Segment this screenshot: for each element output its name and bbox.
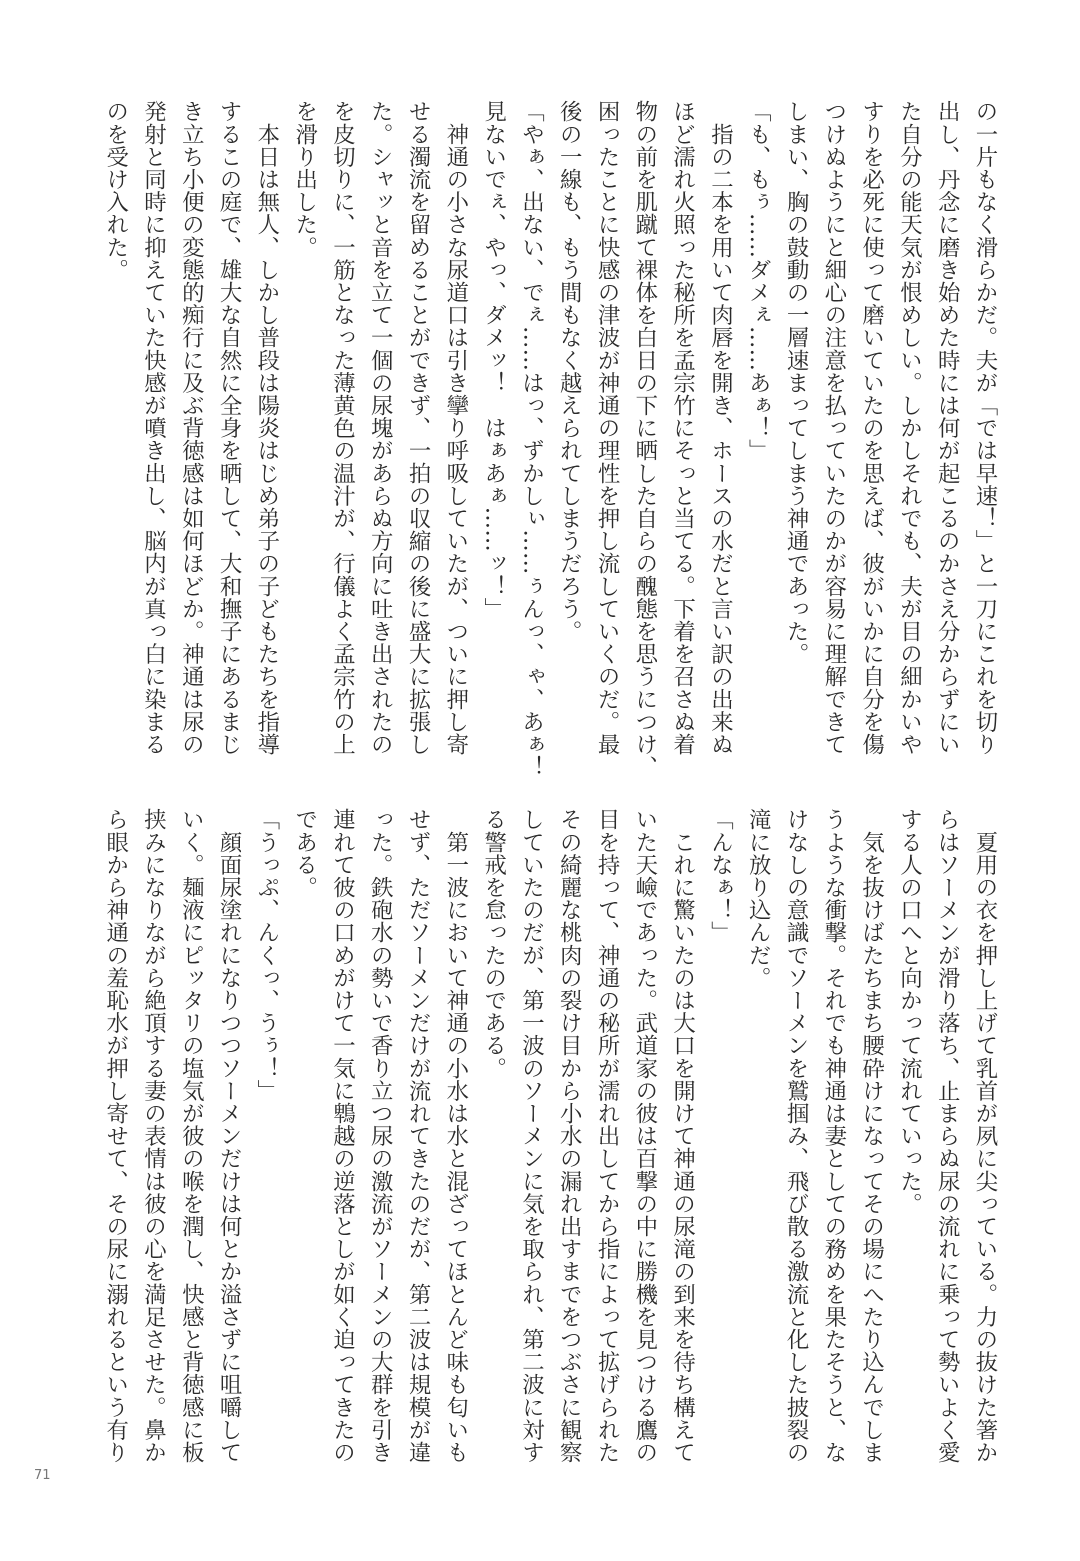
text-column: いく。麺液にピッタリの塩気が彼の喉を潤し、快感と背徳感に板 xyxy=(178,808,205,1464)
text-column: つけぬようにと細心の注意を払っていたのかが容易に理解できて xyxy=(820,100,847,756)
text-column: 物の前を肌蹴て裸体を白日の下に晒した自らの醜態を思うにつけ、 xyxy=(631,100,658,778)
text-column: 挟みになりながら絶頂する妻の表情は彼の心を満足させた。鼻か xyxy=(140,808,167,1464)
text-column: である。 xyxy=(291,808,318,899)
text-column: ら眼から神通の羞恥水が押し寄せて、その尿に溺れるという有り xyxy=(102,808,129,1464)
text-column: った。鉄砲水の勢いで香り立つ尿の激流がソーメンの大群を引き xyxy=(367,808,394,1464)
text-column: ほど濡れ火照った秘所を孟宗竹にそっと当てる。下着を召さぬ着 xyxy=(669,100,696,756)
text-column: を滑り出した。 xyxy=(291,100,318,259)
text-column: 「んなぁ！」 xyxy=(707,808,734,944)
text-column: これに驚いたのは大口を開けて神通の尿滝の到来を待ち構えて xyxy=(669,808,696,1464)
text-column: すりを必死に使って磨いていたのを思えば、彼がいかに自分を傷 xyxy=(858,100,885,756)
text-column: 目を持って、神通の秘所が濡れ出してから指によって拡げられた xyxy=(594,808,621,1464)
text-column: る警戒を怠ったのである。 xyxy=(480,808,507,1080)
text-column: うような衝撃。それでも神通は妻としての務めを果たそうと、な xyxy=(820,808,847,1464)
text-column: た。シャッと音を立て一個の尿塊があらぬ方向に吐き出されたの xyxy=(367,100,394,756)
text-column: けなしの意識でソーメンを鷲掴み、飛び散る激流と化した披裂の xyxy=(783,808,810,1464)
text-column: 連れて彼の口めがけて一気に鵯越の逆落としが如く迫ってきたの xyxy=(329,808,356,1464)
text-column: の一片もなく滑らかだ。夫が「では早速！」と一刀にこれを切り xyxy=(972,100,998,756)
text-column: 見ないでぇ、やっ、ダメッ！ はぁあぁ……ッ！」 xyxy=(480,100,507,620)
text-column: 神通の小さな尿道口は引き攣り呼吸していたが、ついに押し寄 xyxy=(442,100,469,756)
text-column: せず、ただソーメンだけが流れてきたのだが、第二波は規模が違 xyxy=(405,808,432,1464)
page-number: 71 xyxy=(34,1468,51,1483)
text-column: 「も、もぅ……ダメぇ……あぁ！」 xyxy=(745,100,772,462)
text-column: 滝に放り込んだ。 xyxy=(745,808,772,989)
text-column: する人の口へと向かって流れていった。 xyxy=(896,808,923,1215)
text-column: するこの庭で、雄大な自然に全身を晒して、大和撫子にあるまじ xyxy=(216,100,243,756)
text-column: 第一波において神通の小水は水と混ざってほとんど味も匂いも xyxy=(442,808,469,1464)
text-column: らはソーメンが滑り落ち、止まらぬ尿の流れに乗って勢いよく愛 xyxy=(934,808,961,1464)
text-column: その綺麗な桃肉の裂け目から小水の漏れ出すまでをつぶさに観察 xyxy=(556,808,583,1464)
text-column: 気を抜けばたちまち腰砕けになってその場にへたり込んでしま xyxy=(858,808,885,1464)
text-column: しまい、胸の鼓動の一層速まってしまう神通であった。 xyxy=(783,100,810,665)
text-column: 発射と同時に抑えていた快感が噴き出し、脳内が真っ白に染まる xyxy=(140,100,167,756)
text-column: 後の一線も、もう間もなく越えられてしまうだろう。 xyxy=(556,100,583,643)
text-column: いた天嶮であった。武道家の彼は百撃の中に勝機を見つける鷹の xyxy=(631,808,658,1464)
text-column: 顔面尿塗れになりつつソーメンだけは何とか溢さずに咀嚼して xyxy=(216,808,243,1464)
text-column: 困ったことに快感の津波が神通の理性を押し流していくのだ。最 xyxy=(594,100,621,756)
text-column: 本日は無人、しかし普段は陽炎はじめ弟子の子どもたちを指導 xyxy=(253,100,280,756)
text-column: た自分の能天気が恨めしい。しかしそれでも、夫が目の細かいや xyxy=(896,100,923,756)
text-column: せる濁流を留めることができず、一拍の収縮の後に盛大に拡張し xyxy=(405,100,432,756)
text-column: 出し、丹念に磨き始めた時には何が起こるのかさえ分からずにい xyxy=(934,100,961,756)
text-column: き立ち小便の変態的痴行に及ぶ背徳感は如何ほどか。神通は尿の xyxy=(178,100,205,756)
text-column: 「やぁ、出ない、でぇ……はっ、ずかしぃ……ぅんっ、ゃ、あぁ！ xyxy=(518,100,545,778)
text-column: 「うっぷ、んくっ、うぅ！」 xyxy=(253,808,280,1102)
text-column: していたのだが、第一波のソーメンに気を取られ、第二波に対す xyxy=(518,808,545,1464)
text-block-lower xyxy=(96,808,1003,1478)
text-column: 指の二本を用いて肉唇を開き、ホースの水だと言い訳の出来ぬ xyxy=(707,100,734,756)
text-column: 夏用の衣を押し上げて乳首が夙に尖っている。力の抜けた箸か xyxy=(972,808,998,1464)
text-column: を皮切りに、一筋となった薄黄色の温汁が、行儀よく孟宗竹の上 xyxy=(329,100,356,756)
text-block-upper xyxy=(96,100,1003,778)
text-column: のを受け入れた。 xyxy=(102,100,129,281)
